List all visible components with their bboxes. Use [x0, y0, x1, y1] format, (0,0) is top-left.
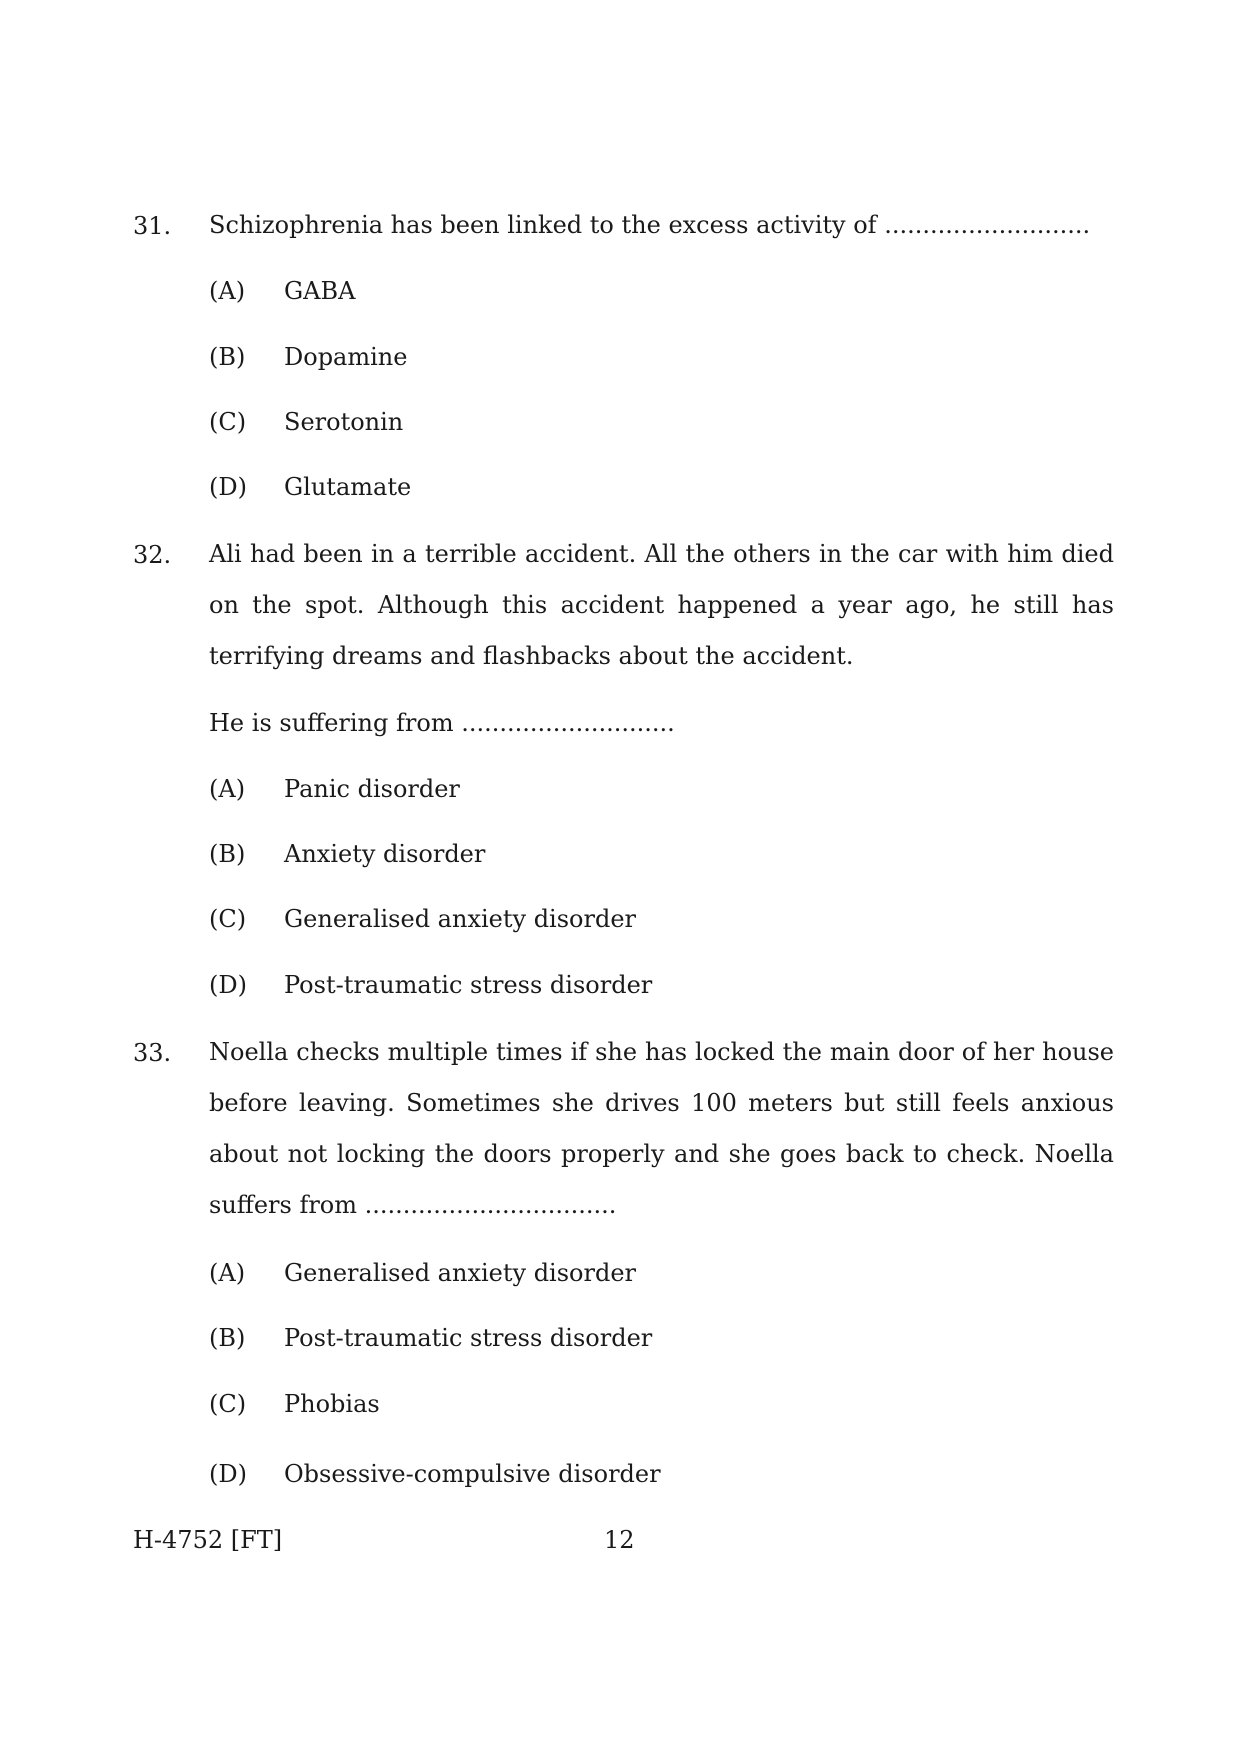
option-label: (B) [209, 840, 246, 868]
option-text: Anxiety disorder [284, 840, 486, 868]
option-text: Obsessive-compulsive disorder [284, 1460, 661, 1488]
option-label: (C) [209, 1390, 247, 1418]
option-text: Panic disorder [284, 775, 460, 803]
option-text: Generalised anxiety disorder [284, 905, 637, 933]
question-number: 31. [133, 212, 172, 240]
option-text: Serotonin [284, 408, 404, 436]
option-label: (B) [209, 1324, 246, 1352]
option-label: (A) [209, 1259, 246, 1287]
option-label: (D) [209, 971, 247, 999]
option-text: Glutamate [284, 473, 412, 501]
option-text: Generalised anxiety disorder [284, 1259, 637, 1287]
option-label: (C) [209, 905, 247, 933]
option-label: (A) [209, 775, 246, 803]
option-label: (A) [209, 277, 246, 305]
option-text: Post-traumatic stress disorder [284, 971, 653, 999]
option-text: Dopamine [284, 343, 408, 371]
option-label: (C) [209, 408, 247, 436]
option-text: GABA [284, 277, 356, 305]
question-text: Schizophrenia has been linked to the excess activity of ........................... [209, 211, 1091, 239]
page-number: 12 [604, 1526, 635, 1554]
question-lead: He is suffering from ............................ [209, 709, 675, 737]
option-text: Phobias [284, 1390, 380, 1418]
option-label: (B) [209, 343, 246, 371]
paper-code: H-4752 [FT] [133, 1526, 283, 1554]
question-text: Noella checks multiple times if she has locked the main door of her house before leaving. Sometimes she drives 100 meters but still feels anxious about not locking the doors properly and she goes back to check. Noella suffers from ................................. [209, 1038, 1114, 1219]
option-label: (D) [209, 1460, 247, 1488]
question-text: Ali had been in a terrible accident. All the others in the car with him died on the spot. Although this accident happened a year ago, he still has terrifying dreams and flashbacks about the accident. [209, 540, 1114, 670]
question-number: 32. [133, 541, 172, 569]
option-text: Post-traumatic stress disorder [284, 1324, 653, 1352]
question-number: 33. [133, 1039, 172, 1067]
option-label: (D) [209, 473, 247, 501]
